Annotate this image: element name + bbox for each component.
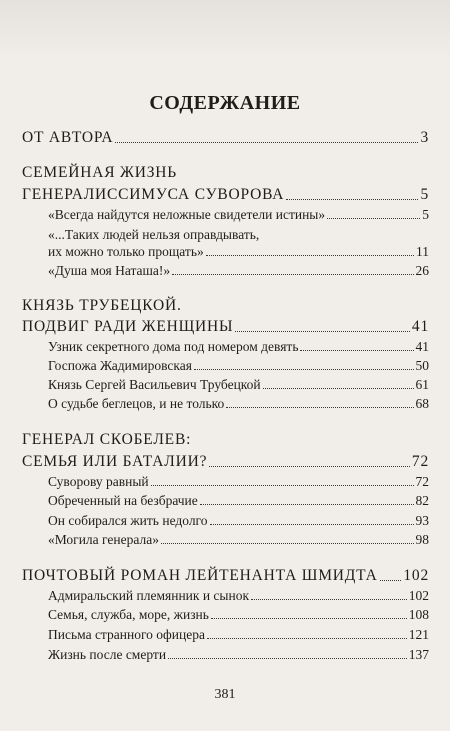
toc-entry-title: Узник секретного дома под номером девять	[48, 339, 299, 354]
toc-subentry[interactable]	[48, 339, 429, 355]
previous-page-bleed	[0, 0, 450, 60]
toc-entry-title: О судьбе беглецов, и не только	[48, 396, 225, 411]
toc-entry-suvorov[interactable]	[22, 186, 429, 204]
toc-subentry[interactable]	[48, 588, 429, 604]
toc-entry-page: 93	[415, 513, 429, 528]
leader-dots	[327, 218, 420, 219]
leader-dots	[211, 618, 407, 619]
leader-dots	[209, 466, 410, 467]
toc-entry-title: Жизнь после смерти	[48, 647, 167, 662]
toc-entry-title: ПОДВИГ РАДИ ЖЕНЩИНЫ	[22, 318, 234, 335]
toc-entry-page: 41	[415, 339, 429, 354]
leader-dots	[115, 142, 418, 143]
toc-entry-title: Госпожа Жадимировская	[48, 358, 192, 373]
toc-entry-page: 72	[415, 474, 429, 489]
toc-entry-page: 3	[420, 129, 429, 146]
toc-entry-page: 61	[415, 377, 429, 392]
section-title-line: ГЕНЕРАЛ СКОБЕЛЕВ:	[22, 431, 192, 448]
leader-dots	[286, 199, 418, 200]
section-title-line: КНЯЗЬ ТРУБЕЦКОЙ.	[22, 297, 182, 314]
toc-subentry[interactable]	[48, 377, 429, 393]
toc-entry-page: 50	[415, 358, 429, 373]
toc-entry-title: Обреченный на безбрачие	[48, 493, 198, 508]
toc-subentry-line: «...Таких людей нельзя оправдывать,	[48, 227, 260, 242]
leader-dots	[161, 543, 414, 544]
page-title: СОДЕРЖАНИЕ	[149, 92, 301, 114]
leader-dots	[151, 485, 414, 486]
toc-subentry[interactable]	[48, 396, 429, 412]
toc-entry-page: 5	[422, 207, 429, 222]
toc-entry-trubetskoy[interactable]	[22, 318, 429, 336]
toc-entry-page: 26	[415, 263, 429, 278]
toc-entry-title: Он собирался жить недолго	[48, 513, 208, 528]
toc-entry-author[interactable]	[22, 129, 429, 147]
toc-entry-page: 102	[408, 588, 429, 603]
toc-entry-page: 102	[403, 567, 429, 584]
toc-entry-title: СЕМЬЯ ИЛИ БАТАЛИИ?	[22, 453, 208, 470]
toc-subentry[interactable]	[48, 532, 429, 548]
leader-dots	[200, 504, 414, 505]
toc-entry-title: «Могила генерала»	[48, 532, 159, 547]
toc-entry-title: Семья, служба, море, жизнь	[48, 607, 209, 622]
toc-entry-page: 72	[411, 453, 429, 470]
leader-dots	[207, 638, 407, 639]
toc-entry-page: 121	[408, 627, 429, 642]
toc-entry-title: Адмиральский племянник и сынок	[48, 588, 250, 603]
toc-entry-page: 41	[411, 318, 429, 335]
toc-entry-title: Суворову равный	[48, 474, 149, 489]
toc-subentry[interactable]	[48, 474, 429, 490]
toc-entry-title: «Душа моя Наташа!»	[48, 263, 171, 278]
leader-dots	[251, 599, 407, 600]
toc-subentry[interactable]	[48, 647, 429, 663]
leader-dots	[168, 658, 407, 659]
toc-subentry[interactable]	[48, 627, 429, 643]
toc-entry-page: 98	[415, 532, 429, 547]
leader-dots	[380, 580, 402, 581]
section-title-line: СЕМЕЙНАЯ ЖИЗНЬ	[22, 164, 177, 181]
toc-subentry[interactable]	[48, 513, 429, 529]
toc-subentry[interactable]	[48, 358, 429, 374]
toc-entry-page: 137	[408, 647, 429, 662]
toc-entry-page: 68	[415, 396, 429, 411]
leader-dots	[226, 407, 413, 408]
leader-dots	[172, 274, 413, 275]
toc-entry-title: их можно только прощать»	[48, 244, 204, 259]
toc-entry-title: ОТ АВТОРА	[22, 129, 114, 146]
toc-entry-page: 108	[408, 607, 429, 622]
leader-dots	[263, 388, 414, 389]
toc-entry-title: Письма странного офицера	[48, 627, 205, 642]
toc-entry-title: Князь Сергей Васильевич Трубецкой	[48, 377, 261, 392]
toc-subentry[interactable]	[48, 607, 429, 623]
toc-entry-page: 82	[415, 493, 429, 508]
toc-entry-page: 5	[420, 186, 429, 203]
toc-entry-title: ГЕНЕРАЛИССИМУСА СУВОРОВА	[22, 186, 285, 203]
toc-entry-title: ПОЧТОВЫЙ РОМАН ЛЕЙТЕНАНТА ШМИДТА	[22, 567, 378, 584]
toc-entry-schmidt[interactable]	[22, 567, 429, 585]
leader-dots	[194, 369, 414, 370]
page-number: 381	[214, 687, 236, 702]
leader-dots	[210, 524, 414, 525]
toc-subentry[interactable]	[48, 493, 429, 509]
toc-entry-title: «Всегда найдутся неложные свидетели истины»	[48, 207, 326, 222]
toc-subentry[interactable]	[48, 263, 429, 279]
leader-dots	[235, 331, 410, 332]
toc-subentry[interactable]	[48, 207, 429, 223]
toc-entry-page: 11	[416, 244, 429, 259]
toc-entry-skobelev[interactable]	[22, 453, 429, 471]
leader-dots	[300, 350, 413, 351]
leader-dots	[206, 255, 414, 256]
toc-subentry[interactable]	[48, 244, 429, 260]
